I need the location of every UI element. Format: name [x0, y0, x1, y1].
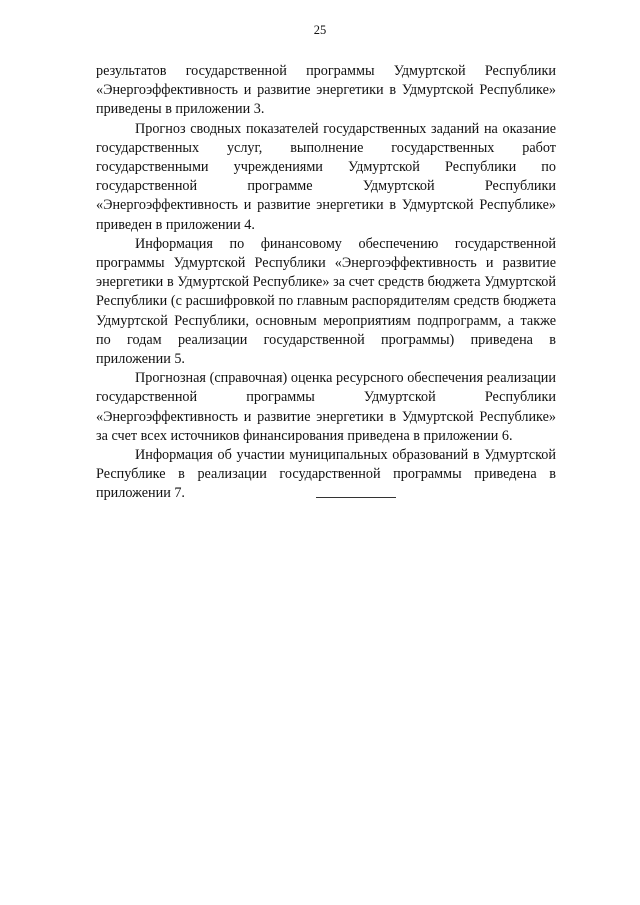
paragraph-appendix-6: Прогнозная (справочная) оценка ресурсного обеспечения реализации государственной программы Удмуртской Республики «Энергоэффективность и развитие энергетики в Удмуртской Республике» за счет всех источников финансирования приведена в приложении 6. — [96, 370, 556, 444]
end-of-text-rule — [316, 497, 396, 498]
paragraph-appendix-4: Прогноз сводных показателей государственных заданий на оказание государственных услуг, выполнение государственных работ государственными учреждениями Удмуртской Республики по государственной программе Удмуртской Республики «Энергоэффективность и развитие энергетики в Удмуртской Республике» приведен в приложении 4. — [96, 120, 556, 233]
paragraph-appendix-7: Информация об участии муниципальных образований в Удмуртской Республике в реализации государственной программы приведена в приложении 7. — [96, 447, 556, 502]
paragraph-appendix-3: результатов государственной программы Удмуртской Республики «Энергоэффективность и развитие энергетики в Удмуртской Республике» приведены в приложении 3. — [96, 63, 556, 118]
paragraph-appendix-5: Информация по финансовому обеспечению государственной программы Удмуртской Республики «Энергоэффективность и развитие энергетики в Удмуртской Республике» за счет средств бюджета Удмуртской Республики (с расшифровкой по главным распорядителям средств бюджета Удмуртской Республики, основным мероприятиям подпрограмм, а также по годам реализации государственной программы) приведена в приложении 5. — [96, 235, 556, 368]
page-number: 25 — [313, 23, 327, 37]
body-text — [96, 62, 556, 504]
